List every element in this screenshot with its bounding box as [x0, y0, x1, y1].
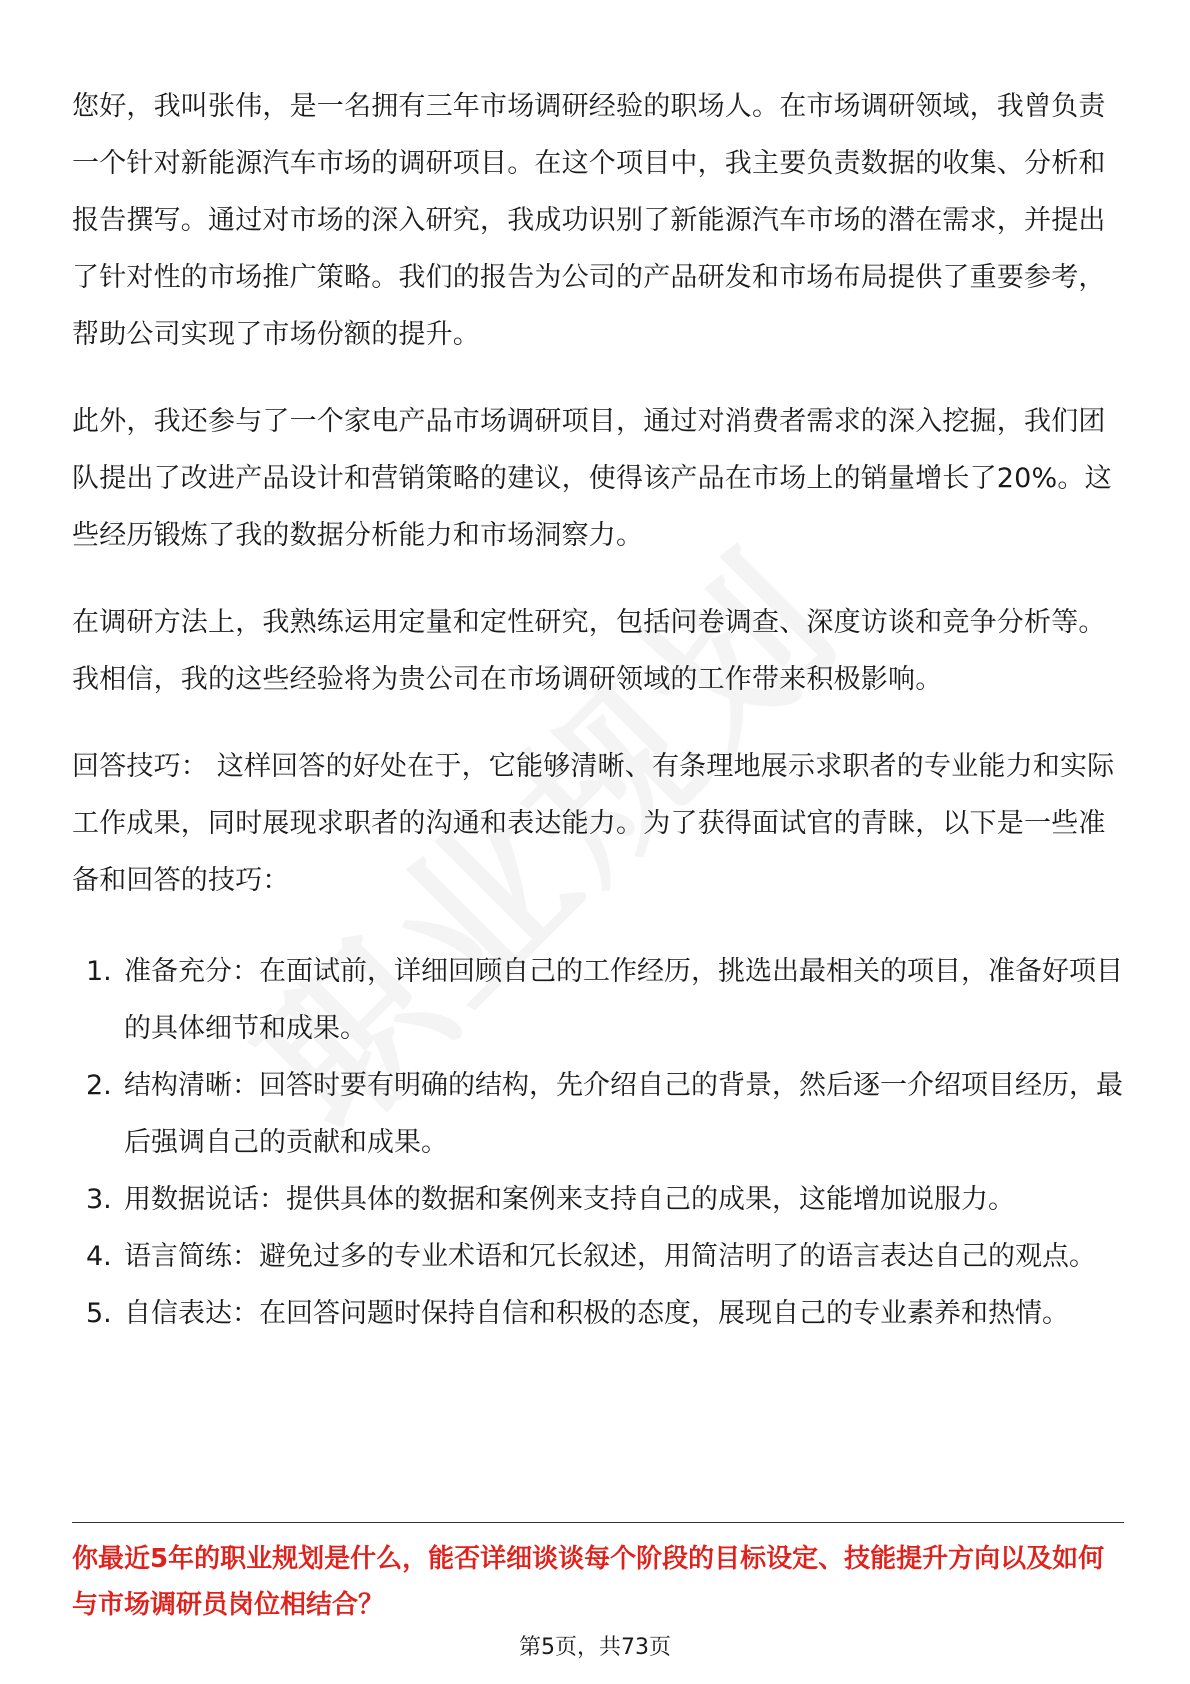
- list-item: [72, 943, 1124, 1057]
- list-item-text: 语言简练：避免过多的专业术语和冗长叙述，用简洁明了的语言表达自己的观点。: [124, 1241, 1096, 1272]
- list-item-number: 2.: [86, 1070, 112, 1101]
- section-divider: [72, 1522, 1124, 1523]
- answer-paragraph-1: 您好，我叫张伟，是一名拥有三年市场调研经验的职场人。在市场调研领域，我曾负责一个针对新能源汽车市场的调研项目。在这个项目中，我主要负责数据的收集、分析和报告撰写。通过对市场的深入研究，我成功识别了新能源汽车市场的潜在需求，并提出了针对性的市场推广策略。我们的报告为公司的产品研发和市场布局提供了重要参考，帮助公司实现了市场份额的提升。: [72, 91, 1106, 350]
- list-item-text: 结构清晰：回答时要有明确的结构，先介绍自己的背景，然后逐一介绍项目经历，最后强调自己的贡献和成果。: [124, 1070, 1123, 1158]
- list-item-number: 3.: [86, 1184, 112, 1215]
- list-item: [72, 1228, 1124, 1285]
- answer-paragraph-3: 在调研方法上，我熟练运用定量和定性研究，包括问卷调查、深度访谈和竞争分析等。我相信，我的这些经验将为贵公司在市场调研领域的工作带来积极影响。: [72, 607, 1106, 695]
- list-item: [72, 1057, 1124, 1171]
- list-item: [72, 1171, 1124, 1228]
- answer-paragraph-2: 此外，我还参与了一个家电产品市场调研项目，通过对消费者需求的深入挖掘，我们团队提出了改进产品设计和营销策略的建议，使得该产品在市场上的销量增长了20%。这些经历锻炼了我的数据分析能力和市场洞察力。: [72, 406, 1112, 551]
- list-item: [72, 1285, 1124, 1342]
- list-item-text: 用数据说话：提供具体的数据和案例来支持自己的成果，这能增加说服力。: [124, 1184, 1015, 1215]
- list-item-text: 自信表达：在回答问题时保持自信和积极的态度，展现自己的专业素养和热情。: [124, 1298, 1069, 1329]
- list-item-number: 1.: [86, 956, 112, 987]
- list-item-number: 5.: [86, 1298, 112, 1329]
- list-item-text: 准备充分：在面试前，详细回顾自己的工作经历，挑选出最相关的项目，准备好项目的具体细节和成果。: [124, 956, 1123, 1044]
- document-body: [72, 78, 1124, 1342]
- tips-list: [72, 943, 1124, 1342]
- answer-tips-intro: 回答技巧： 这样回答的好处在于，它能够清晰、有条理地展示求职者的专业能力和实际工作成果，同时展现求职者的沟通和表达能力。为了获得面试官的青睐，以下是一些准备和回答的技巧：: [72, 751, 1115, 896]
- list-item-number: 4.: [86, 1241, 112, 1272]
- next-question-heading: 你最近5年的职业规划是什么，能否详细谈谈每个阶段的目标设定、技能提升方向以及如何与市场调研员岗位相结合？: [72, 1544, 1105, 1620]
- page-number: 第5页，共73页: [519, 1635, 671, 1660]
